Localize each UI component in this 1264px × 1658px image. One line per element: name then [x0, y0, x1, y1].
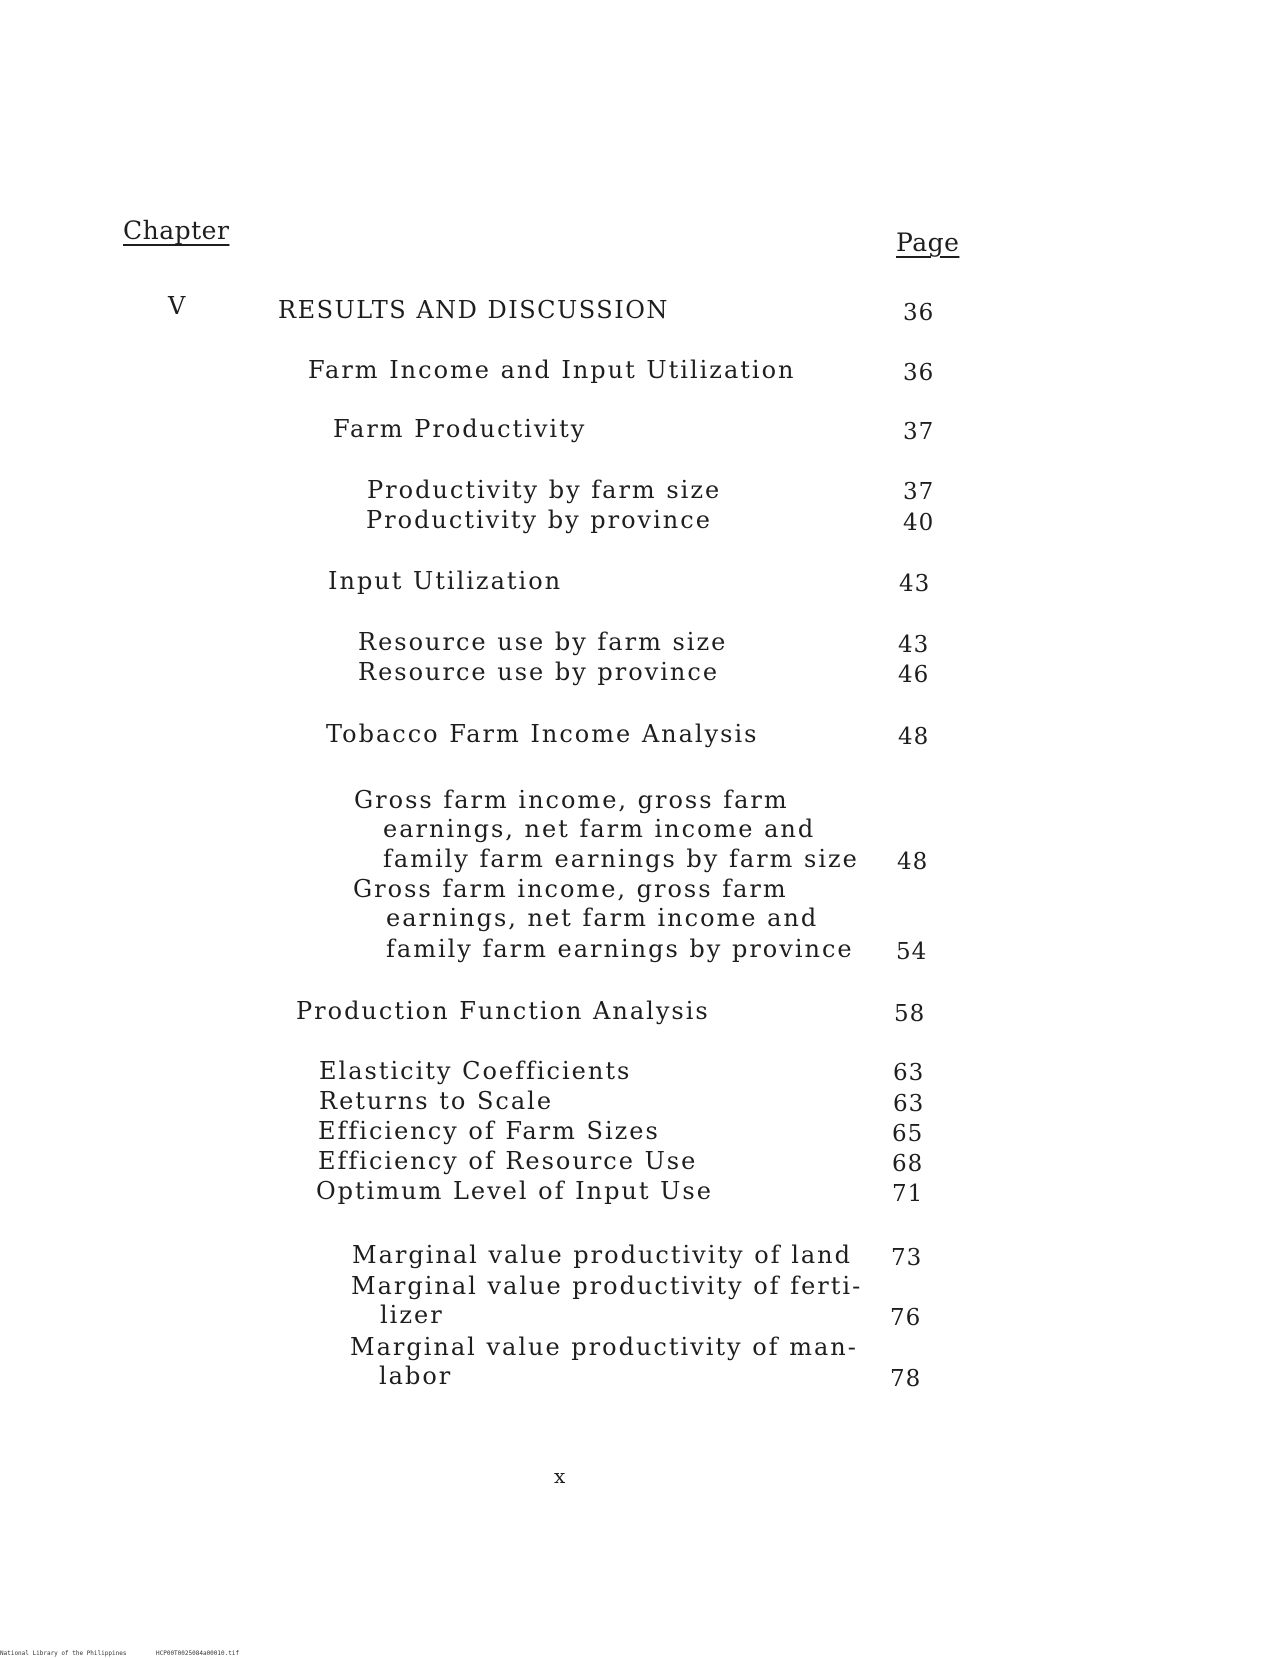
toc-entry-page: 65 — [892, 1121, 924, 1147]
toc-entry-page: 68 — [892, 1151, 924, 1177]
toc-entry-page: 58 — [894, 1001, 926, 1027]
toc-entry-page: 36 — [903, 360, 935, 386]
toc-entry-title: Marginal value productivity of ferti- — [351, 1272, 863, 1300]
toc-entry-page: 78 — [890, 1366, 922, 1392]
toc-entry-title: Marginal value productivity of land — [352, 1241, 852, 1269]
chapter-column-header: Chapter — [123, 216, 230, 245]
toc-entry-title-continuation: earnings, net farm income and — [386, 904, 819, 932]
toc-entry-page: 73 — [891, 1245, 923, 1271]
toc-entry-title: Gross farm income, gross farm — [354, 786, 789, 814]
toc-entry-title: Efficiency of Farm Sizes — [318, 1117, 660, 1145]
toc-entry-title: Optimum Level of Input Use — [316, 1177, 713, 1205]
page-column-header: Page — [896, 228, 960, 257]
toc-entry-page: 43 — [898, 632, 930, 658]
toc-entry-title-continuation: earnings, net farm income and — [383, 815, 816, 843]
toc-entry-title: Resource use by farm size — [358, 628, 728, 656]
toc-entry-title: Efficiency of Resource Use — [318, 1147, 698, 1175]
toc-entry-title: Marginal value productivity of man- — [350, 1333, 858, 1361]
toc-entry-page: 63 — [893, 1091, 925, 1117]
footer-file-name: HCP00T0025084a00010.tif — [156, 1650, 240, 1657]
toc-entry-title: Gross farm income, gross farm — [353, 875, 788, 903]
toc-entry-title-continuation: family farm earnings by province — [386, 935, 854, 963]
toc-entry-page: 37 — [903, 419, 935, 445]
toc-entry-page: 43 — [899, 571, 931, 597]
toc-entry-title-continuation: family farm earnings by farm size — [383, 845, 859, 873]
toc-entry-title: RESULTS AND DISCUSSION — [278, 296, 669, 324]
toc-entry-page: 37 — [903, 479, 935, 505]
toc-entry-title: Farm Productivity — [333, 415, 587, 443]
toc-entry-title: Farm Income and Input Utilization — [308, 356, 796, 384]
toc-entry-title: Productivity by farm size — [367, 476, 722, 504]
toc-entry-page: 63 — [893, 1060, 925, 1086]
toc-entry-page: 54 — [896, 939, 928, 965]
toc-entry-title: Tobacco Farm Income Analysis — [326, 720, 759, 748]
toc-entry-title: Elasticity Coefficients — [319, 1057, 632, 1085]
toc-entry-title: Productivity by province — [366, 506, 712, 534]
toc-entry-title: Returns to Scale — [319, 1087, 554, 1115]
toc-entry-title: Resource use by province — [358, 658, 720, 686]
toc-entry-page: 76 — [890, 1305, 922, 1331]
footer-library-credit: National Library of the Philippines — [0, 1650, 127, 1657]
toc-entry-page: 48 — [897, 849, 929, 875]
toc-entry-title-continuation: labor — [379, 1362, 453, 1390]
toc-entry-page: 48 — [898, 724, 930, 750]
page-folio: x — [554, 1464, 566, 1488]
chapter-number: V — [168, 292, 186, 320]
toc-entry-title: Input Utilization — [328, 567, 563, 595]
toc-entry-title-continuation: lizer — [380, 1301, 444, 1329]
toc-entry-page: 40 — [903, 510, 935, 536]
toc-entry-page: 71 — [892, 1181, 924, 1207]
toc-entry-page: 36 — [903, 300, 935, 326]
toc-entry-title: Production Function Analysis — [296, 997, 710, 1025]
toc-entry-page: 46 — [898, 662, 930, 688]
